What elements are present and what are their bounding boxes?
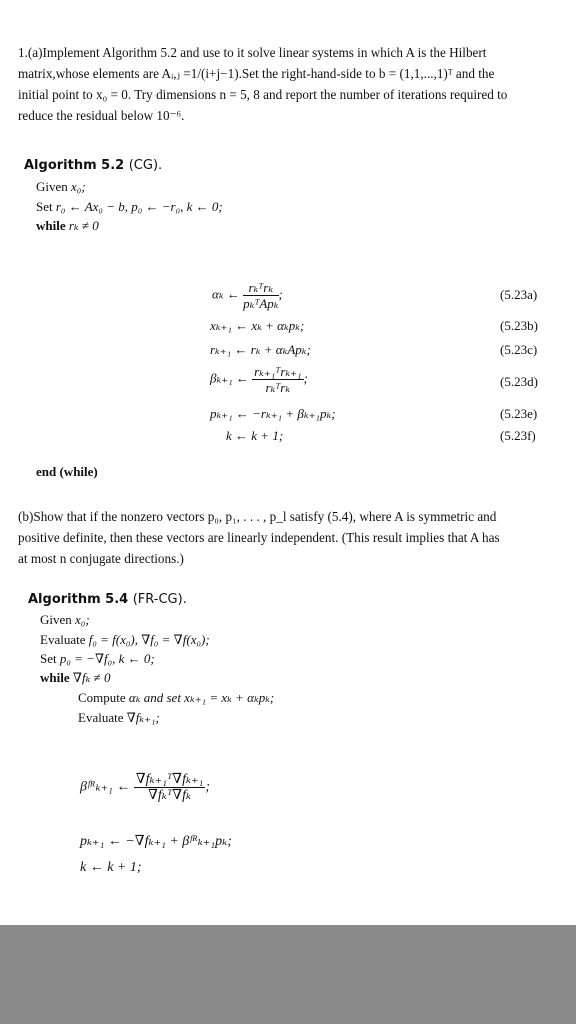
eq-5-23c-number: (5.23c)	[500, 342, 538, 357]
alg54-given-keyword: Given	[40, 612, 72, 627]
fr-p-update: pₖ₊₁ ← −∇fₖ₊₁ + βᶠᴿₖ₊₁pₖ;	[80, 834, 232, 849]
alg54-evaluate2-line	[78, 710, 160, 726]
footer-bar	[0, 925, 576, 1024]
alg54-evaluate-keyword: Evaluate	[40, 632, 86, 647]
alg52-given-value: x₀;	[71, 179, 86, 194]
alg54-given-value: x₀;	[75, 612, 90, 627]
fr-beta-numerator: ∇fₖ₊₁ᵀ∇fₖ₊₁	[135, 772, 204, 787]
eq-5-23d-tail: ;	[303, 370, 308, 386]
part-b-line-3: at most n conjugate directions.)	[18, 551, 184, 566]
alg54-evaluate-line	[40, 632, 210, 648]
alg54-compute-value: αₖ and set xₖ₊₁ = xₖ + αₖpₖ;	[128, 690, 275, 705]
alg52-set-keyword: Set	[36, 199, 53, 214]
alg52-set-value: r₀ ← Ax₀ − b, p₀ ← −r₀, k ← 0;	[55, 199, 223, 214]
eq-5-23d-denominator: rₖᵀrₖ	[265, 380, 291, 395]
eq-5-23c: rₖ₊₁ ← rₖ + αₖApₖ;	[210, 342, 311, 357]
eq-5-23a-numerator: rₖᵀrₖ	[243, 280, 278, 296]
part-a-line-3: initial point to x₀ = 0. Try dimensions n = 5, 8 and report the number of iterations required to	[18, 87, 508, 102]
alg52-given-line	[36, 179, 86, 195]
eq-5-23b: xₖ₊₁ ← xₖ + αₖpₖ;	[210, 318, 305, 333]
alg54-evaluate2-value: ∇fₖ₊₁;	[126, 710, 160, 725]
alg52-title-tag: (CG).	[128, 158, 163, 173]
question-part-a	[18, 42, 568, 126]
fr-beta-equation	[80, 772, 210, 803]
part-a-line-2: matrix,whose elements are Aᵢ,ⱼ =1/(i+j−1).Set the right-hand-side to b = (1,1,...,1)ᵀ and the	[18, 66, 495, 81]
alg54-title-tag: (FR-CG).	[132, 592, 187, 607]
question-part-b	[18, 506, 568, 569]
fr-k-update: k ← k + 1;	[80, 860, 142, 875]
eq-5-23d-numerator: rₖ₊₁ᵀrₖ₊₁	[254, 364, 302, 379]
part-b-line-1: (b)Show that if the nonzero vectors p₀, p₁, . . . , p_l satisfy (5.4), where A is symmetric and	[18, 509, 497, 524]
part-a-line-1: 1.(a)Implement Algorithm 5.2 and use to it solve linear systems in which A is the Hilbert	[18, 45, 487, 60]
alg54-set-value: p₀ = −∇f₀, k ← 0;	[59, 651, 155, 666]
fr-beta-lhs: βᶠᴿₖ₊₁ ←	[80, 779, 131, 795]
alg54-set-line	[40, 651, 155, 667]
eq-5-23d	[210, 364, 308, 395]
part-a-line-4: reduce the residual below 10⁻⁶.	[18, 108, 185, 123]
alg54-set-keyword: Set	[40, 651, 57, 666]
alg52-given-keyword: Given	[36, 179, 68, 194]
eq-5-23f: k ← k + 1;	[226, 428, 284, 443]
eq-5-23d-fraction	[252, 364, 303, 395]
eq-5-23a-fraction	[243, 280, 278, 311]
eq-5-23a-number: (5.23a)	[500, 287, 538, 302]
alg54-compute-line	[78, 690, 274, 706]
eq-5-23d-number: (5.23d)	[500, 374, 538, 389]
eq-5-23d-lhs: βₖ₊₁ ←	[210, 370, 249, 386]
fr-beta-denominator: ∇fₖᵀ∇fₖ	[148, 788, 192, 803]
alg52-while-keyword: while	[36, 218, 66, 233]
eq-5-23a	[212, 280, 283, 311]
fr-beta-fraction	[134, 772, 205, 803]
alg54-evaluate2-keyword: Evaluate	[78, 710, 124, 725]
eq-5-23a-denominator: pₖᵀApₖ	[243, 296, 279, 311]
eq-5-23f-number: (5.23f)	[500, 428, 536, 443]
alg54-title-bold: Algorithm 5.4	[28, 592, 129, 607]
eq-5-23b-number: (5.23b)	[500, 318, 538, 333]
alg54-evaluate-value: f₀ = f(x₀), ∇f₀ = ∇f(x₀);	[88, 632, 210, 647]
alg54-while-keyword: while	[40, 670, 70, 685]
alg54-compute-keyword: Compute	[78, 690, 126, 705]
alg52-end-while: end (while)	[36, 464, 98, 479]
fr-beta-tail: ;	[205, 779, 211, 795]
alg52-while-line	[36, 218, 99, 234]
alg54-title	[28, 592, 187, 607]
alg54-while-value: ∇fₖ ≠ 0	[72, 670, 111, 685]
eq-5-23a-lhs: αₖ ←	[212, 286, 240, 302]
alg52-title-bold: Algorithm 5.2	[24, 158, 125, 173]
alg52-set-line	[36, 199, 223, 215]
alg52-while-value: rₖ ≠ 0	[68, 218, 99, 233]
eq-5-23a-tail: ;	[278, 286, 283, 302]
alg54-while-line	[40, 670, 110, 686]
part-b-line-2: positive definite, then these vectors are linearly independent. (This result implies that A has	[18, 530, 500, 545]
alg52-title	[24, 158, 162, 173]
eq-5-23e: pₖ₊₁ ← −rₖ₊₁ + βₖ₊₁pₖ;	[210, 406, 336, 421]
alg54-given-line	[40, 612, 90, 628]
eq-5-23e-number: (5.23e)	[500, 406, 538, 421]
